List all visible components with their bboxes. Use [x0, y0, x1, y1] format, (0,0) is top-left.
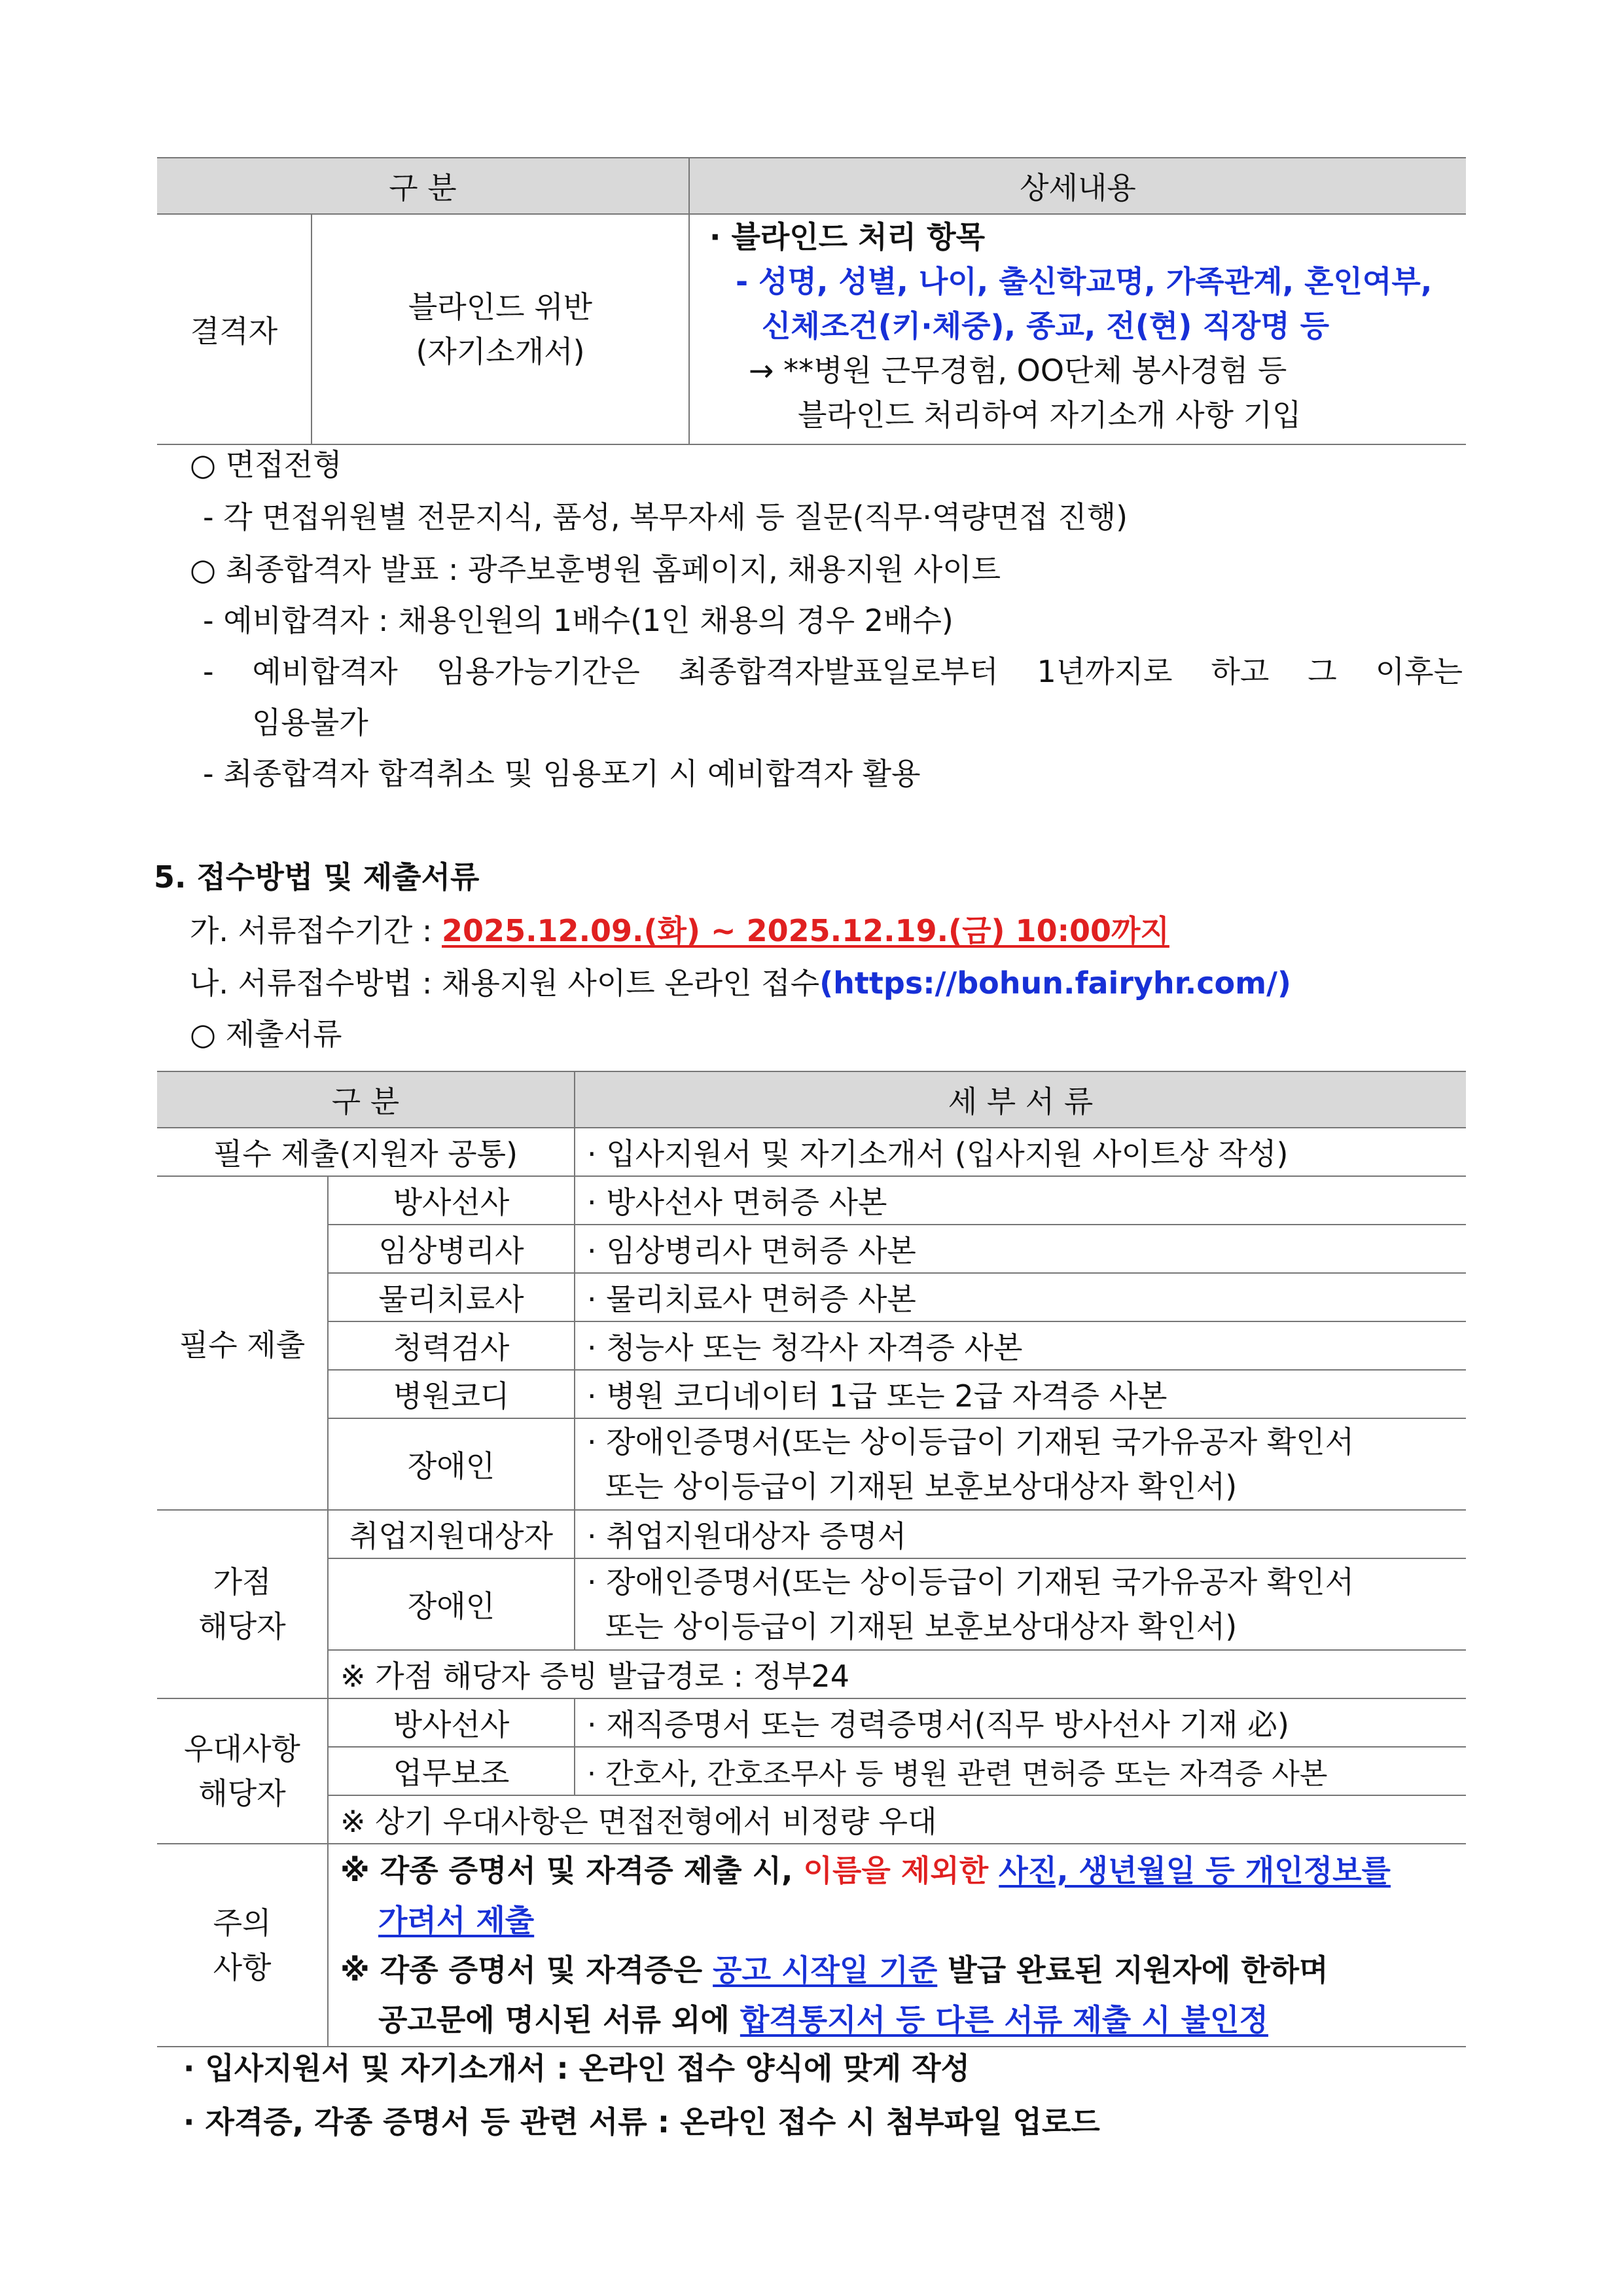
table1-sub-line1: 블라인드 위반: [408, 289, 593, 325]
documents-table: [157, 1071, 1466, 2047]
preference-note: ※ 상기 우대사항은 면접전형에서 비정량 우대: [328, 1795, 1466, 1844]
footer-line1: · 입사지원서 및 자기소개서 : 온라인 접수 양식에 맞게 작성: [183, 2051, 971, 2086]
common-detail: · 입사지원서 및 자기소개서 (입사지원 사이트상 작성): [575, 1128, 1466, 1176]
period-label: 가. 서류접수기간 :: [190, 913, 442, 948]
blind-example-line1: → **병원 근무경험, OO단체 봉사경험 등: [749, 353, 1287, 388]
required-sub-coordinator: 병원코디: [328, 1370, 575, 1418]
table1-subcategory: [312, 214, 689, 444]
method-label: 나. 서류접수방법 : 채용지원 사이트 온라인 접수: [190, 965, 820, 1001]
blind-items-line2: 신체조건(키·체중), 종교, 전(현) 직장명 등: [762, 308, 1330, 344]
docs-title: ○ 제출서류: [190, 1016, 342, 1052]
bonus-sub-employment: 취업지원대상자: [328, 1510, 575, 1558]
preference-detail-radiologist: · 재직증명서 또는 경력증명서(직무 방사선사 기재 必): [575, 1698, 1466, 1747]
preference-sub-assistant: 업무보조: [328, 1747, 575, 1795]
preference-detail-assistant: · 간호사, 간호조무사 등 병원 관련 면허증 또는 자격증 사본: [575, 1747, 1466, 1795]
interview-title: ○ 면접전형: [190, 447, 342, 482]
table2-header-detail: 세 부 서 류: [575, 1071, 1466, 1128]
section5-heading: 5. 접수방법 및 제출서류: [154, 859, 480, 895]
blind-items-line1: - 성명, 성별, 나이, 출신학교명, 가족관계, 혼인여부,: [736, 264, 1433, 299]
application-period: [190, 911, 1169, 950]
required-detail-radiologist: · 방사선사 면허증 사본: [575, 1176, 1466, 1225]
required-sub-disabled: 장애인: [328, 1418, 575, 1510]
reserve-period-cont: 임용불가: [252, 705, 368, 740]
blind-example-line2: 블라인드 처리하여 자기소개 사항 기입: [798, 397, 1302, 433]
required-category: 필수 제출: [157, 1176, 328, 1510]
disqualification-table: [157, 157, 1466, 445]
required-sub-hearing: 청력검사: [328, 1321, 575, 1370]
caution-category: 주의 사항: [157, 1844, 328, 2047]
bonus-detail-employment: · 취업지원대상자 증명서: [575, 1510, 1466, 1558]
table1-sub-line2: (자기소개서): [416, 334, 585, 369]
final-announcement: ○ 최종합격자 발표 : 광주보훈병원 홈페이지, 채용지원 사이트: [190, 552, 1001, 587]
bonus-sub-disabled: 장애인: [328, 1558, 575, 1650]
reserve-usage: - 최종합격자 합격취소 및 임용포기 시 예비합격자 활용: [203, 756, 921, 791]
required-sub-physio: 물리치료사: [328, 1273, 575, 1321]
table2-header-category: 구 분: [157, 1071, 575, 1128]
required-sub-radiologist: 방사선사: [328, 1176, 575, 1225]
table1-category: 결격자: [157, 214, 312, 444]
required-detail-disabled: · 장애인증명서(또는 상이등급이 기재된 국가유공자 확인서 또는 상이등급이 기재된 보훈보상대상자 확인서): [575, 1418, 1466, 1510]
common-category: 필수 제출(지원자 공통): [157, 1128, 575, 1176]
required-detail-clinical: · 임상병리사 면허증 사본: [575, 1225, 1466, 1273]
bonus-category: 가점 해당자: [157, 1510, 328, 1698]
reserve-candidates: - 예비합격자 : 채용인원의 1배수(1인 채용의 경우 2배수): [203, 603, 954, 638]
required-detail-coordinator: · 병원 코디네이터 1급 또는 2급 자격증 사본: [575, 1370, 1466, 1418]
bonus-note: ※ 가점 해당자 증빙 발급경로 : 정부24: [328, 1650, 1466, 1698]
caution-detail: ※ 각종 증명서 및 자격증 제출 시, 이름을 제외한 사진, 생년월일 등 개인정보를 가려서 제출 ※ 각종 증명서 및 자격증은 공고 시작일 기준 발급 완료된 지원자에 한하며 공고문에 명시된 서류 외에 합격통지서 등 다른 서류 제출 시 불인정: [328, 1844, 1466, 2047]
footer-line2: · 자격증, 각종 증명서 등 관련 서류 : 온라인 접수 시 첨부파일 업로드: [183, 2104, 1100, 2140]
table1-detail: [689, 214, 1466, 444]
preference-category: 우대사항 해당자: [157, 1698, 328, 1844]
application-method: [190, 963, 1291, 1003]
required-sub-clinical: 임상병리사: [328, 1225, 575, 1273]
bonus-detail-disabled: · 장애인증명서(또는 상이등급이 기재된 국가유공자 확인서 또는 상이등급이 기재된 보훈보상대상자 확인서): [575, 1558, 1466, 1650]
period-value: 2025.12.09.(화) ~ 2025.12.19.(금) 10:00까지: [442, 913, 1169, 948]
interview-item: - 각 면접위원별 전문지식, 품성, 복무자세 등 질문(직무·역량면접 진행): [203, 499, 1128, 535]
reserve-period: - 예비합격자 임용가능기간은 최종합격자발표일로부터 1년까지로 하고 그 이후는: [203, 654, 1463, 689]
required-detail-hearing: · 청능사 또는 청각사 자격증 사본: [575, 1321, 1466, 1370]
required-detail-physio: · 물리치료사 면허증 사본: [575, 1273, 1466, 1321]
table1-header-detail: 상세내용: [689, 158, 1466, 214]
method-url[interactable]: (https://bohun.fairyhr.com/): [819, 965, 1291, 1001]
table1-header-category: 구 분: [157, 158, 689, 214]
preference-sub-radiologist: 방사선사: [328, 1698, 575, 1747]
blind-items-title: · 블라인드 처리 항목: [709, 219, 986, 255]
